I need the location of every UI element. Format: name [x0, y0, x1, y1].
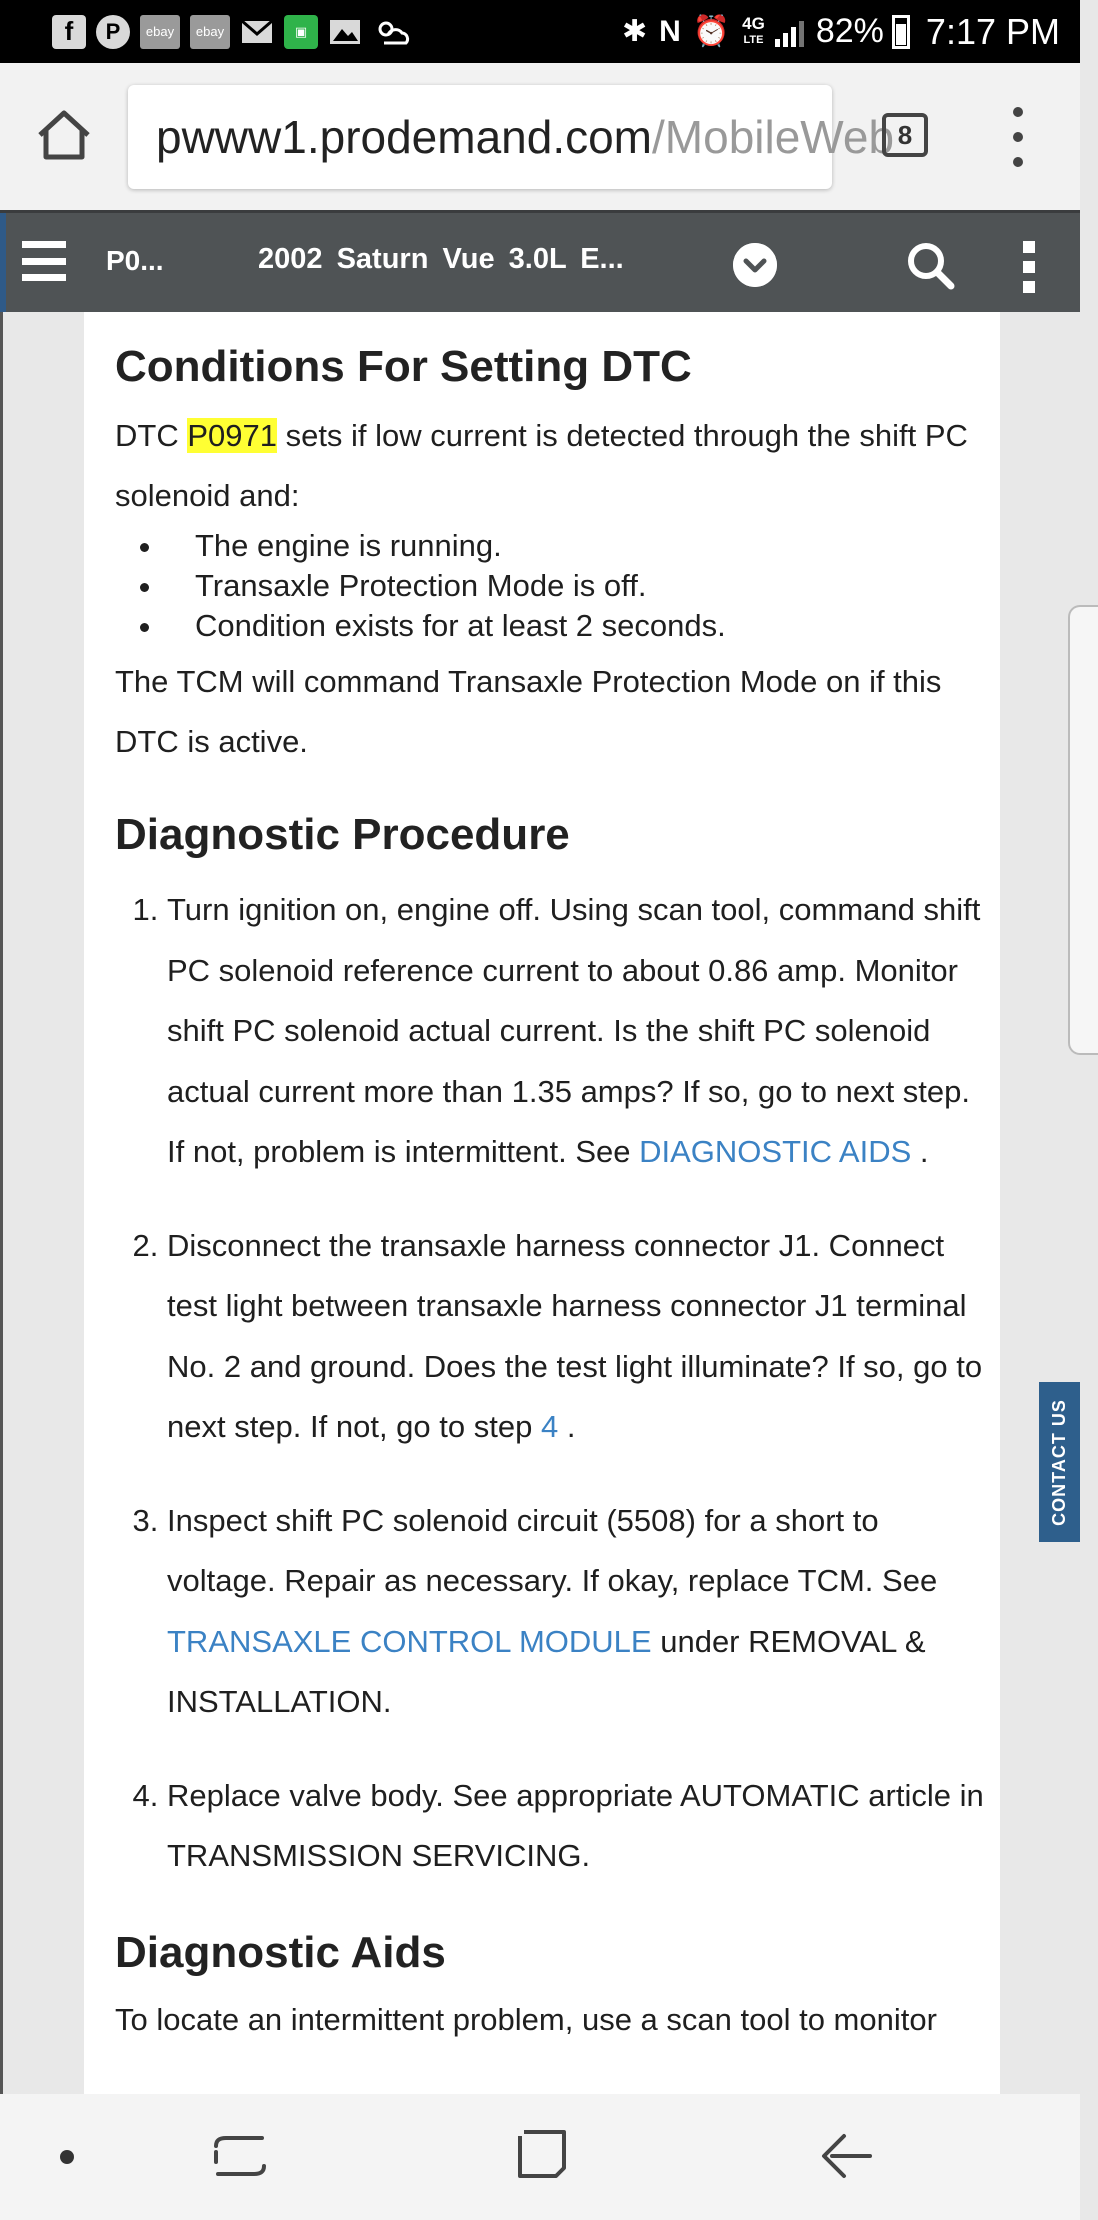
address-bar[interactable]	[128, 85, 895, 189]
diagnostic-aids-heading: Diagnostic Aids	[115, 1927, 446, 1977]
procedure-step-3: 3. Inspect shift PC solenoid circuit (5508) for a short to voltage. Repair as necessary. If okay, replace TCM. See TRANSAXLE CONTROL MODULE under REMOVAL & INSTALLATION.	[167, 1491, 995, 1733]
conditions-paragraph: DTC P0971 sets if low current is detected through the shift PC solenoid and:	[115, 418, 968, 513]
home-icon[interactable]	[34, 105, 94, 165]
nfc-icon: N	[659, 14, 681, 48]
procedure-heading: Diagnostic Procedure	[115, 810, 570, 859]
ebay-icon: ebay	[140, 15, 180, 49]
bluetooth-icon: ✱	[622, 15, 648, 48]
procedure-step-1: 1. Turn ignition on, engine off. Using scan tool, command shift PC solenoid reference current to about 0.86 amp. Monitor shift PC solenoid actual current. Is the shift PC solenoid actual current more than 1.35 amps? If so, go to next step. If not, problem is intermittent. See DIAGNOSTIC AIDS .	[167, 880, 995, 1183]
header-accent	[0, 213, 6, 312]
app-header	[0, 210, 1080, 312]
url-path: /MobileWeb	[652, 111, 895, 163]
article-card	[84, 312, 1000, 2094]
transaxle-control-module-link[interactable]: TRANSAXLE CONTROL MODULE	[167, 1623, 652, 1659]
network-type: 4G LTE	[742, 13, 765, 46]
vehicle-title[interactable]: 2002 Saturn Vue 3.0L E...	[258, 243, 624, 275]
pinterest-icon: P	[96, 15, 130, 49]
weather-icon	[372, 17, 412, 47]
list-item: • The engine is running.	[165, 526, 995, 566]
browser-menu-icon[interactable]	[1005, 107, 1031, 167]
more-options-icon[interactable]	[1022, 241, 1036, 293]
back-icon[interactable]	[818, 2130, 874, 2182]
recent-apps-icon[interactable]	[210, 2132, 270, 2182]
chevron-down-icon[interactable]	[733, 243, 777, 287]
battery-icon	[892, 15, 910, 49]
clock: 7:17 PM	[925, 10, 1060, 52]
list-item: • Condition exists for at least 2 seconds.	[165, 606, 995, 646]
ebay-icon: ebay	[190, 15, 230, 49]
alarm-icon: ⏰	[692, 15, 731, 48]
android-nav-bar	[0, 2094, 1080, 2220]
content-edge	[0, 312, 3, 2094]
tcm-note: The TCM will command Transaxle Protection Mode on if this DTC is active.	[115, 664, 942, 759]
dtc-code-title[interactable]: P0...	[106, 245, 164, 276]
diagnostic-aids-link[interactable]: DIAGNOSTIC AIDS	[639, 1134, 912, 1169]
app-icon: ▣	[284, 15, 318, 49]
facebook-icon: f	[52, 15, 86, 49]
scroll-handle[interactable]	[1068, 605, 1098, 1055]
dtc-highlight: P0971	[187, 418, 277, 453]
list-item: • Transaxle Protection Mode is off.	[165, 566, 995, 606]
signal-icon	[775, 17, 804, 47]
url-host: pwww1.prodemand.com	[156, 111, 653, 163]
hamburger-menu-icon[interactable]	[22, 241, 66, 281]
step-4-link[interactable]: 4	[540, 1409, 559, 1444]
conditions-list	[115, 526, 995, 646]
tab-switcher-button[interactable]: 8	[882, 113, 928, 157]
content-area	[0, 312, 1080, 2094]
conditions-heading: Conditions For Setting DTC	[115, 342, 692, 391]
browser-toolbar	[0, 63, 1080, 211]
notification-icons	[52, 15, 412, 49]
contact-us-tab[interactable]: CONTACT US	[1039, 1382, 1080, 1542]
procedure-step-4: 4. Replace valve body. See appropriate AUTOMATIC article in TRANSMISSION SERVICING.	[167, 1766, 995, 1887]
procedure-steps	[115, 880, 995, 1887]
image-icon	[328, 17, 362, 47]
status-bar	[0, 0, 1080, 63]
procedure-step-2: 2. Disconnect the transaxle harness connector J1. Connect test light between transaxle harness connector J1 terminal No. 2 and ground. Does the test light illuminate? If so, go to next step. If not, go to step 4 .	[167, 1216, 995, 1458]
nav-home-icon[interactable]	[516, 2128, 568, 2180]
mail-icon	[240, 17, 274, 47]
diagnostic-aids-paragraph: To locate an intermittent problem, use a scan tool to monitor	[115, 2001, 937, 2037]
battery-percent: 82%	[815, 12, 884, 50]
search-icon[interactable]	[904, 239, 956, 291]
article-body	[84, 312, 995, 2050]
nav-dot-icon[interactable]	[60, 2150, 74, 2164]
